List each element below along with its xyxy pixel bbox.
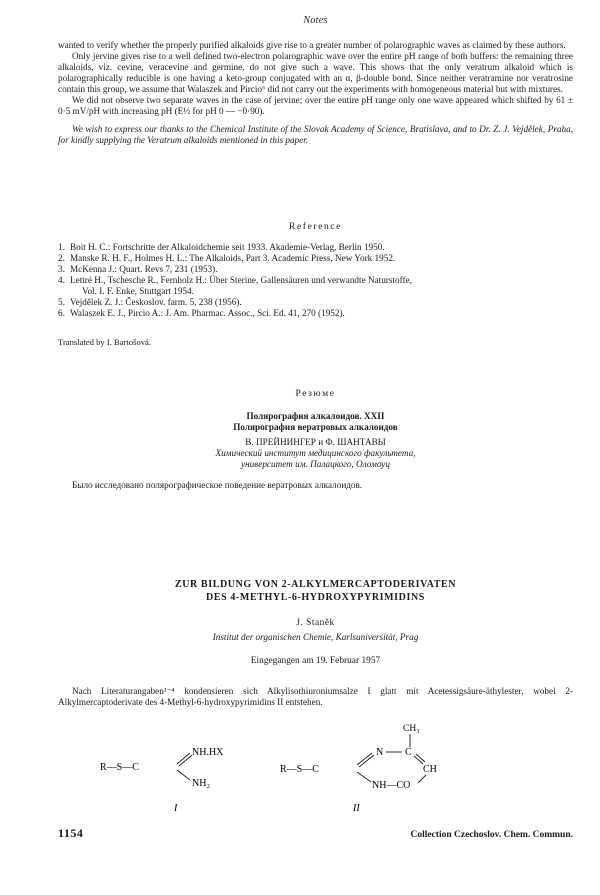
reference-item: 5. Vejdělek Z. J.: Českoslov. farm. 5, 238 (1956). [58,297,242,307]
reference-item: 6. Walaszek E. J., Pircio A.: J. Am. Pharmac. Assoc., Sci. Ed. 41, 270 (1952). [58,308,345,318]
resume-title-1: Полярография алкалоидов. XXII [246,411,385,421]
references-heading: Reference [289,222,342,232]
resume-header [58,411,573,470]
body-text [58,40,573,146]
resume-institute-1: Химический институт медицинского факультета, [215,448,416,458]
paragraph-1: wanted to verify whether the properly purified alkaloids give rise to a greater number of polarographic waves as claimed by these authors. [58,40,566,50]
resume-institute-2: университет им. Палацкого, Оломоуц [241,459,390,469]
formula-I [100,747,224,814]
received-date: Eingegangen am 19. Februar 1957 [250,656,381,666]
resume-title-2: Полярография вератровых алкалоидов [233,422,398,432]
translator-note: Translated by I. Bartošová. [58,337,152,347]
chemical-formulas [58,720,573,820]
formula-I-single-bond [177,770,190,780]
page [58,0,573,895]
formula-figure [58,720,573,820]
reference-item: 3. McKenna J.: Quart. Revs 7, 231 (1953). [58,264,218,274]
paragraph-2: Only jervine gives rise to a well defined two-electron polarographic wave over the entire pH range of both buffers: the remaining three alkaloids, viz. cevine, veracevine and germine, do not give such a wave. This shows that the only veratrum alkaloid which is polarographically reducible is one having a keto-group conjugated with an α, β-double bond. Since neither veratramine nor veratrosine contain this group, we assume that Walaszek and Pircio⁶ did not carry out the experiments with homogeneous material but with mixtures. [58,51,573,94]
formula-I-label: I [174,803,178,814]
formula-I-top: NH.HX [192,747,224,758]
reference-item: 4. Lettré H., Tschesche R., Fernholz H.: Über Sterine, Gallensäuren und verwandte Naturstoffe, [58,275,412,285]
formula-I-left: R—S—C [100,762,139,773]
article-title [58,578,573,604]
formula-II-ch3: CH₃ [403,724,420,734]
article-title-line-2: DES 4-METHYL-6-HYDROXYPYRIMIDINS [206,592,425,603]
resume-body: Было исследовано полярографическое поведение вератровых алкалоидов. [72,480,363,490]
formula-I-bottom: NH₂ [192,778,210,789]
acknowledgement: We wish to express our thanks to the Chemical Institute of the Slovak Academy of Science, Bratislava, and to Dr. Z. J. Vejdělek, Praha, for kindly supplying the Veratrum alkaloids mentioned in this paper. [58,124,573,145]
paragraph-3: We did not observe two separate waves in the case of jervine; over the entire pH range only one wave appeared which shifted by 61 ± 0·5 mV/pH with increasing pH (E½ for pH 0 — −0·90). [58,95,573,116]
formula-II-left: R—S—C [280,764,319,775]
reference-list [58,242,573,319]
reference-item-continued: Vol. I. F. Enke, Stuttgart 1954. [82,286,194,296]
reference-item: 1. Boit H. C.: Fortschritte der Alkaloidchemie seit 1933. Akademie-Verlag, Berlin 1950. [58,242,385,252]
article-institute: Institut der organischen Chemie, Karlsuniversität, Prag [212,632,419,642]
formula-II-label: II [353,803,360,814]
resume-authors: В. ПРЕЙНИНГЕР и Ф. ШАНТАВЫ [245,437,386,447]
article-title-line-1: ZUR BILDUNG VON 2-ALKYLMERCAPTODERIVATEN [174,579,457,590]
article-intro: Nach Literaturangaben¹⁻⁴ kondensieren sich Alkylisothiuroniumsalze I glatt mit Acetessigsäure-äthylester, wobei 2-Alkylmercaptoderivate des 4-Methyl-6-hydroxypyrimidins II entstehen. [58,686,573,707]
formula-II [280,724,437,814]
article-author: J. Staněk [296,618,335,628]
page-number: 1154 [58,826,84,840]
journal-name: Collection Czechoslov. Chem. Commun. [410,830,573,840]
reference-item: 2. Manske R. H. F., Holmes H. L.: The Alkaloids, Part 3. Academic Press, New York 1952. [58,253,396,263]
running-head: Notes [303,15,328,26]
formula-II-top-c: C [405,747,412,758]
formula-II-top-n: N [376,747,384,758]
resume-heading: Резюме [295,389,336,399]
formula-II-bottom: NH—CO [372,780,411,791]
formula-II-right: CH [423,764,437,775]
